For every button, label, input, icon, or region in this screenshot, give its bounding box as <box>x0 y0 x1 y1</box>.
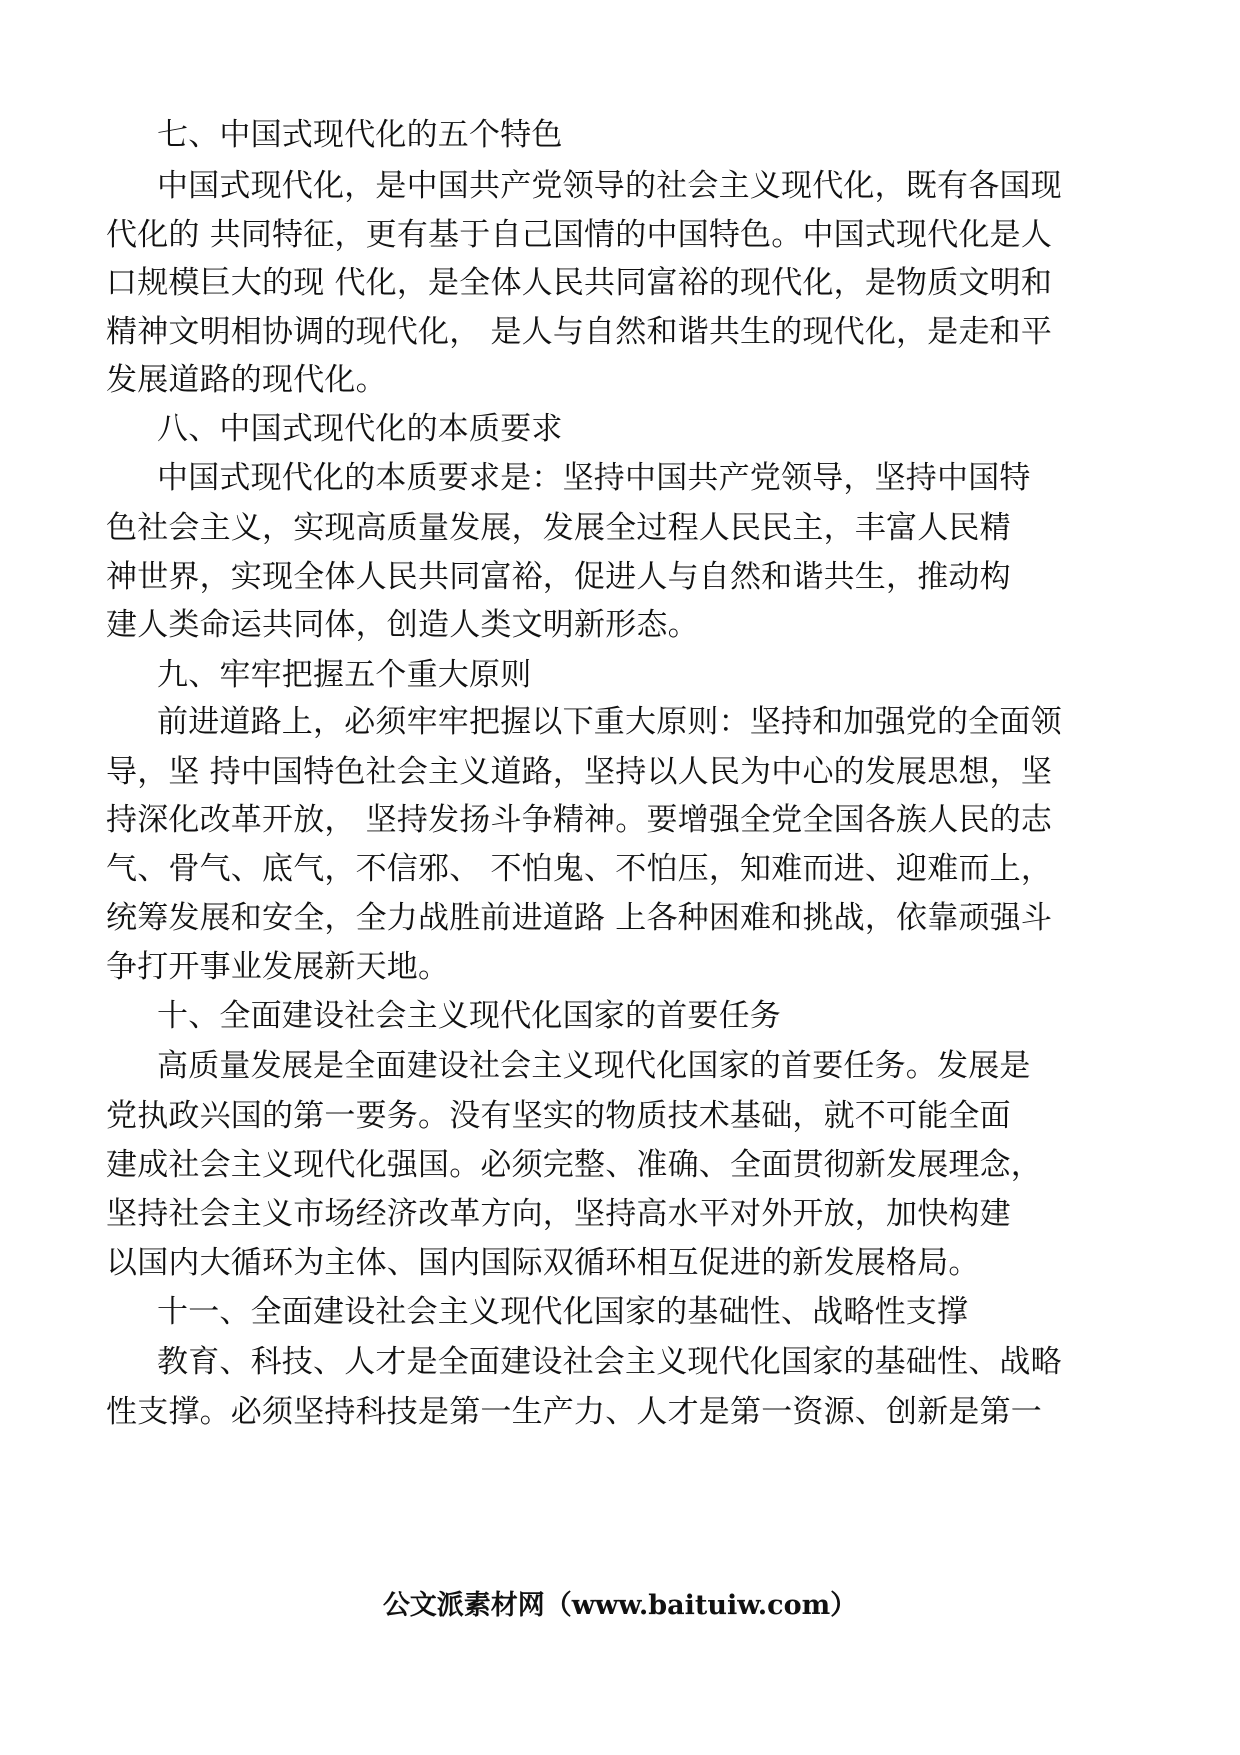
para-8-line-3: 神世界，实现全体人民共同富裕，促进人与自然和谐共生，推动构 <box>106 559 1011 595</box>
heading-10: 十、全面建设社会主义现代化国家的首要任务 <box>157 998 781 1034</box>
para-7-line-4: 精神文明相协调的现代化， 是人与自然和谐共生的现代化，是走和平 <box>106 314 1053 350</box>
para-8-line-4: 建人类命运共同体，创造人类文明新形态。 <box>106 607 699 643</box>
para-7-line-3: 口规模巨大的现 代化，是全体人民共同富裕的现代化，是物质文明和 <box>106 265 1053 301</box>
para-10-line-2: 党执政兴国的第一要务。没有坚实的物质技术基础，就不可能全面 <box>106 1098 1011 1134</box>
heading-9: 九、牢牢把握五个重大原则 <box>157 657 532 693</box>
para-9-line-3: 持深化改革开放， 坚持发扬斗争精神。要增强全党全国各族人民的志 <box>106 802 1053 838</box>
para-9-line-1: 前进道路上，必须牢牢把握以下重大原则：坚持和加强党的全面领 <box>157 704 1062 740</box>
para-11-line-2: 性支撑。必须坚持科技是第一生产力、人才是第一资源、创新是第一 <box>106 1394 1042 1430</box>
para-7-line-5: 发展道路的现代化。 <box>106 362 387 398</box>
para-9-line-4: 气、骨气、底气，不信邪、 不怕鬼、不怕压，知难而进、迎难而上， <box>106 851 1053 887</box>
para-10-line-4: 坚持社会主义市场经济改革方向，坚持高水平对外开放，加快构建 <box>106 1196 1011 1232</box>
heading-8: 八、中国式现代化的本质要求 <box>157 411 563 447</box>
para-10-line-5: 以国内大循环为主体、国内国际双循环相互促进的新发展格局。 <box>106 1245 980 1281</box>
para-8-line-2: 色社会主义，实现高质量发展，发展全过程人民民主，丰富人民精 <box>106 510 1011 546</box>
para-8-line-1: 中国式现代化的本质要求是：坚持中国共产党领导，坚持中国特 <box>157 460 1031 496</box>
heading-7: 七、中国式现代化的五个特色 <box>157 117 563 153</box>
para-9-line-6: 争打开事业发展新天地。 <box>106 949 450 985</box>
para-9-line-5: 统筹发展和安全，全力战胜前进道路 上各种困难和挑战，依靠顽强斗 <box>106 900 1053 936</box>
heading-11: 十一、全面建设社会主义现代化国家的基础性、战略性支撑 <box>157 1294 969 1330</box>
para-11-line-1: 教育、科技、人才是全面建设社会主义现代化国家的基础性、战略 <box>157 1344 1062 1380</box>
para-9-line-2: 导，坚 持中国特色社会主义道路，坚持以人民为中心的发展思想，坚 <box>106 754 1053 790</box>
para-10-line-3: 建成社会主义现代化强国。必须完整、准确、全面贯彻新发展理念， <box>106 1147 1042 1183</box>
para-7-line-2: 代化的 共同特征，更有基于自己国情的中国特色。中国式现代化是人 <box>106 217 1053 253</box>
para-7-line-1: 中国式现代化，是中国共产党领导的社会主义现代化，既有各国现 <box>157 168 1062 204</box>
footer-watermark: 公文派素材网（www.baituiw.com） <box>382 1590 858 1621</box>
para-10-line-1: 高质量发展是全面建设社会主义现代化国家的首要任务。发展是 <box>157 1048 1031 1084</box>
